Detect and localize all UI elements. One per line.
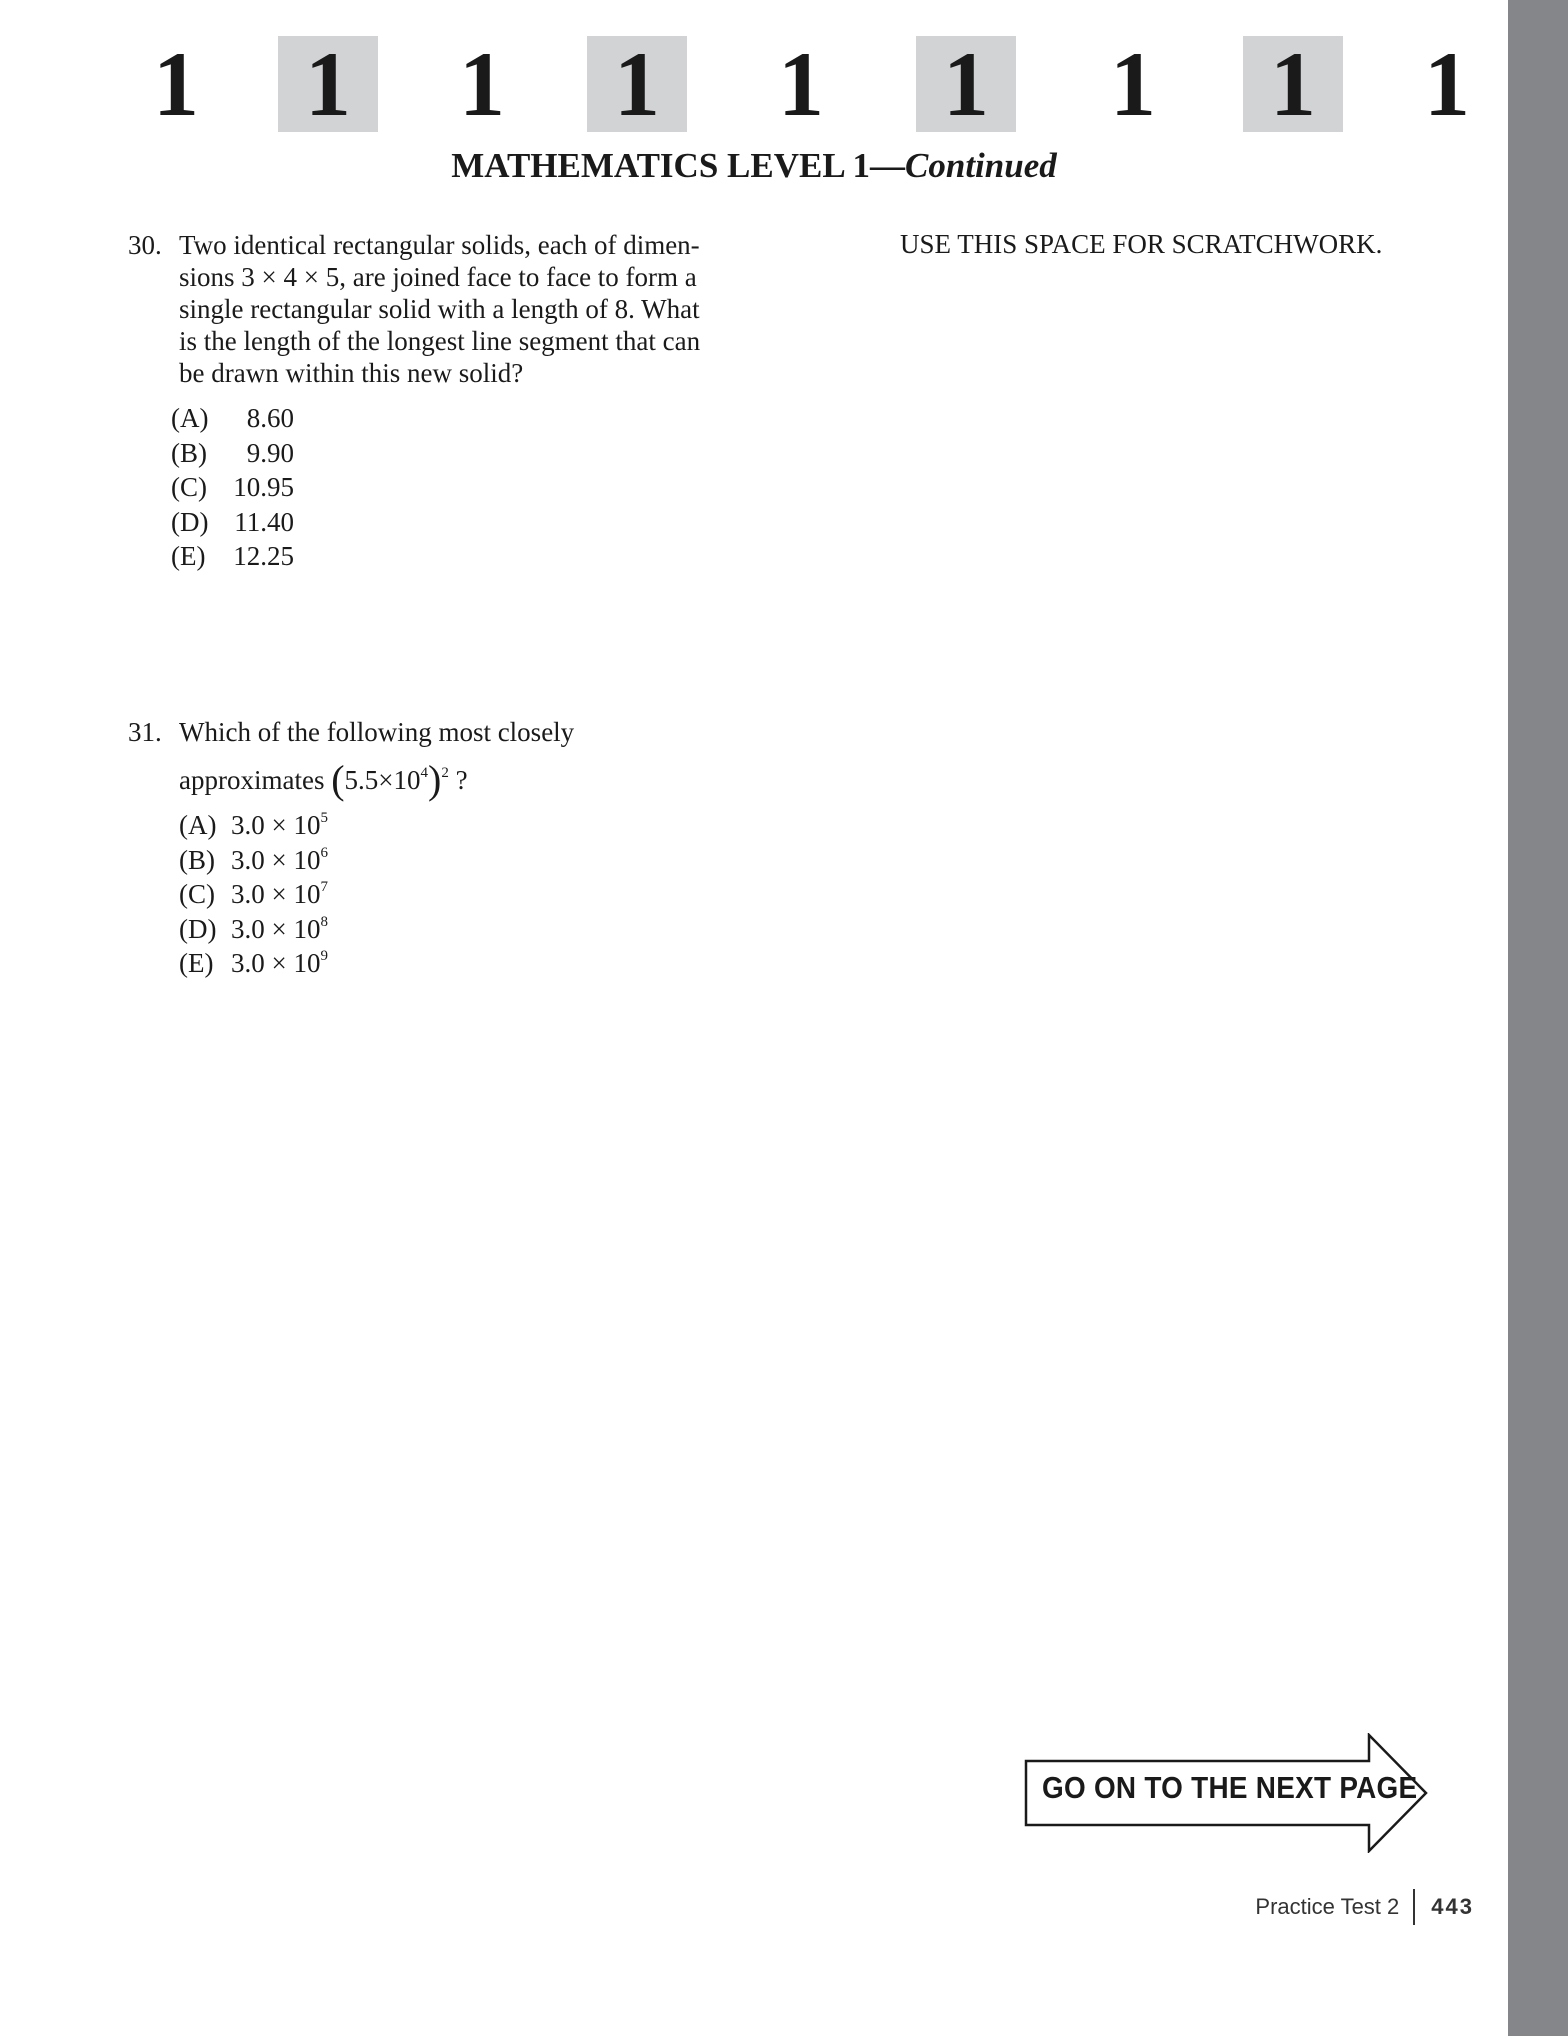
section-title-main: MATHEMATICS LEVEL 1— <box>451 146 906 185</box>
question-line: is the length of the longest line segment that can <box>179 326 701 356</box>
choice-letter: (E) <box>179 948 214 978</box>
choice-exponent: 9 <box>320 948 328 964</box>
question-number: 31. <box>128 717 162 747</box>
side-edge-bar <box>1508 0 1568 2036</box>
choice-exponent: 8 <box>320 913 328 930</box>
choice-value <box>231 946 328 986</box>
question-line <box>179 757 779 802</box>
choice-value: 9.90 <box>246 437 294 468</box>
section-number: 1 <box>459 33 505 135</box>
footer-label: Practice Test 2 <box>1255 1894 1400 1919</box>
section-number: 1 <box>587 36 687 132</box>
page-footer <box>1255 1889 1474 1925</box>
choice-exponent: 5 <box>320 810 328 826</box>
question-number: 30. <box>128 230 162 260</box>
question-line-prefix: approximates <box>179 765 325 795</box>
question-line-suffix: ? <box>455 765 468 795</box>
answer-choice <box>171 505 294 540</box>
answer-choice <box>171 470 294 505</box>
choice-letter: (A) <box>171 403 209 433</box>
section-number: 1 <box>1110 33 1156 135</box>
question-line: single rectangular solid with a length of 8. What <box>179 294 700 324</box>
section-number: 1 <box>778 33 824 135</box>
choice-base: 3.0 × 10 <box>231 810 321 840</box>
question-line: Which of the following most closely <box>179 717 575 747</box>
choice-base: 3.0 × 10 <box>231 913 321 944</box>
answer-choice <box>171 401 294 436</box>
choice-base: 3.0 × 10 <box>231 844 321 875</box>
next-page-label: GO ON TO THE NEXT PAGE <box>1042 1770 1418 1805</box>
section-number-strip <box>150 33 1480 136</box>
section-title <box>0 146 1508 186</box>
choice-letter: (B) <box>171 437 207 468</box>
question-line: Two identical rectangular solids, each of dimen- <box>179 230 700 260</box>
expression-outer-exponent: 2 <box>441 765 449 781</box>
answer-choice <box>171 436 294 471</box>
answer-choices-30 <box>171 401 294 574</box>
question-text <box>179 716 779 801</box>
expression-inner-exponent: 4 <box>420 765 429 781</box>
question-line: be drawn within this new solid? <box>179 358 524 388</box>
section-number: 1 <box>1243 36 1343 132</box>
question-text <box>179 229 779 389</box>
answer-choice <box>171 539 294 574</box>
expression-base: 5.5×10 <box>344 765 421 795</box>
scratchwork-label: USE THIS SPACE FOR SCRATCHWORK. <box>900 229 1383 259</box>
choice-base: 3.0 × 10 <box>231 948 321 978</box>
section-number: 1 <box>1424 33 1470 135</box>
choice-letter: (A) <box>179 810 217 840</box>
choice-letter: (D) <box>179 913 217 944</box>
choice-exponent: 7 <box>320 879 328 895</box>
choice-value: 10.95 <box>233 472 294 502</box>
choice-letter: (E) <box>171 541 206 571</box>
choice-letter: (D) <box>171 506 209 537</box>
choice-value: 8.60 <box>246 403 294 433</box>
choice-letter: (C) <box>171 472 207 502</box>
choice-value: 11.40 <box>234 506 294 537</box>
choice-base: 3.0 × 10 <box>231 879 321 909</box>
section-title-continued: Continued <box>905 146 1057 185</box>
question-line: sions 3 × 4 × 5, are joined face to face to form a <box>179 262 697 292</box>
choice-letter: (C) <box>179 879 215 909</box>
section-number: 1 <box>153 33 199 135</box>
math-expression: $(5.5\times 10^4)^2$ <box>331 757 449 802</box>
choice-value: 12.25 <box>233 541 294 571</box>
choice-letter: (B) <box>179 844 215 875</box>
section-number: 1 <box>278 36 378 132</box>
section-number: 1 <box>916 36 1016 132</box>
page-number: 443 <box>1431 1894 1474 1919</box>
choice-exponent: 6 <box>320 844 328 861</box>
